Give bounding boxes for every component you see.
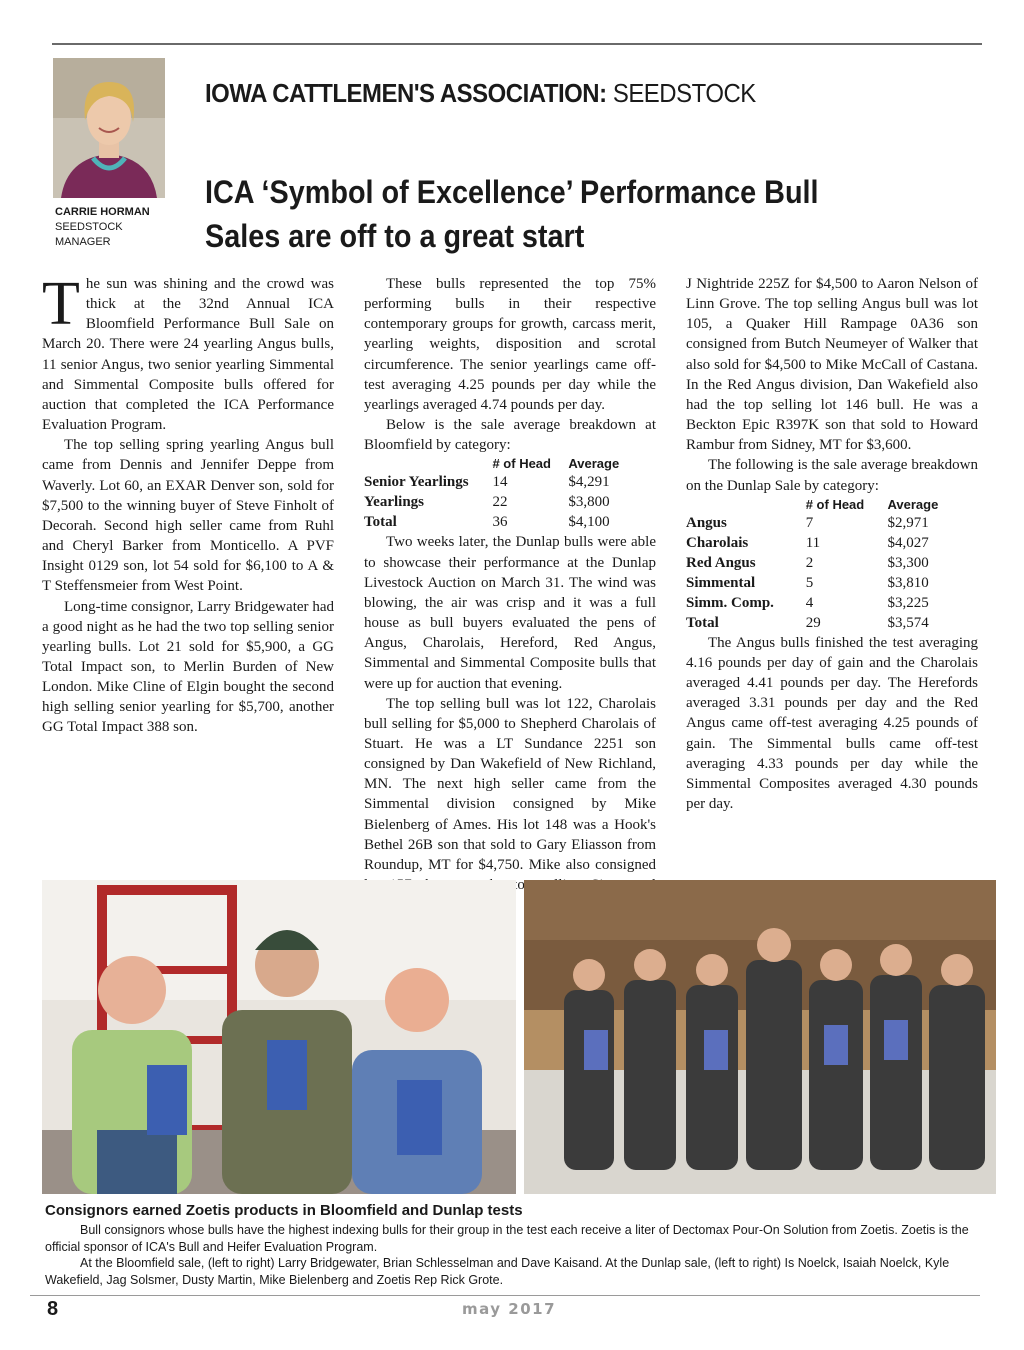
table-cell-category: Simmental <box>686 574 756 591</box>
table-row <box>364 512 656 532</box>
table-cell-count: 5 <box>805 574 814 591</box>
table-header-row <box>364 455 656 472</box>
article-paragraph: Two weeks later, the Dunlap bulls were able to showcase their performance at the Dunlap Livestock Auction on March 31. The wind was blowing, the air was crisp and it was a full house as bull buyers evaluated the pens of Angus, Charolais, Hereford, Red Angus, Simmental and Simmental Composite bulls that were up for auction that evening. <box>364 534 656 692</box>
table-cell-count: 7 <box>805 514 814 531</box>
page-number: 8 <box>47 1298 59 1320</box>
bloomfield-photo <box>42 880 516 1194</box>
table-row <box>364 492 656 512</box>
table-cell-average: $3,810 <box>887 574 929 591</box>
table-header-average: Average <box>568 456 620 472</box>
dunlap-average-table <box>686 496 978 633</box>
article-paragraph: Below is the sale average breakdown at Bloomfield by category: <box>364 417 656 454</box>
table-cell-count: 36 <box>492 514 508 531</box>
table-cell-category: Yearlings <box>364 494 424 511</box>
article-headline <box>205 170 889 258</box>
table-row <box>686 513 978 533</box>
author-title: MANAGER <box>55 236 111 248</box>
article-paragraph: The Angus bulls finished the test averaging 4.16 pounds per day of gain and the Charolais averaged 4.41 pounds per day. The Herefords averaged 3.31 pounds per day and the Red Angus came off-test averaging 4.25 pounds of gain. The Simmental bulls came off-test averaging 4.33 pounds per day while the Simmental Composites averaged 4.30 pounds per day. <box>686 634 978 812</box>
table-cell-average: $4,291 <box>568 474 610 491</box>
article-paragraph: These bulls represented the top 75% performing bulls in their respective contemporary groups for growth, carcass merit, yearling weights, disposition and scrotal circumference. The senior yearlings came off-test averaging 4.25 pounds per day while the yearlings averaged 4.74 pounds per day. <box>364 276 656 413</box>
article-paragraph: The following is the sale average breakdown on the Dunlap Sale by category: <box>686 457 978 494</box>
article-column-3 <box>686 274 978 814</box>
caption-paragraph: Bull consignors whose bulls have the highest indexing bulls for their group in the test each receive a liter of Dectomax Pour-On Solution from Zoetis. Zoetis is the official sponsor of ICA's Bull and Heifer Evaluation Program. <box>45 1223 969 1254</box>
table-row <box>686 533 978 553</box>
table-cell-average: $2,971 <box>887 514 929 531</box>
article-paragraph: The top selling spring yearling Angus bull came from Dennis and Jennifer Deppe from Waverly. Lot 60, an EXAR Denver son, sold for $7,500 to the winning buyer of Steve Finholt of Decorah. Second high seller came from Ruhl and Cheryl Barker from Monticello. A PVF Insight 0129 son, lot 54 sold for $6,100 to A & T Steffensmeier from West Point. <box>42 437 334 595</box>
headline-line: Sales are off to a great start <box>205 218 585 254</box>
table-cell-count: 22 <box>492 494 508 511</box>
table-cell-average: $3,800 <box>568 494 610 511</box>
table-row <box>686 553 978 573</box>
photo-caption-body <box>45 1222 995 1288</box>
table-cell-average: $3,300 <box>887 554 929 571</box>
table-header-average: Average <box>887 496 939 512</box>
photo-caption-title: Consignors earned Zoetis products in Bloomfield and Dunlap tests <box>45 1202 523 1219</box>
table-header-count: # of Head <box>805 496 865 512</box>
author-photo <box>53 58 165 198</box>
table-row <box>686 573 978 593</box>
article-column-2 <box>364 274 656 915</box>
table-cell-count: 29 <box>805 614 821 631</box>
author-byline <box>55 205 195 250</box>
headline-line: ICA ‘Symbol of Excellence’ Performance Bull <box>205 174 819 210</box>
table-cell-category: Angus <box>686 514 727 531</box>
table-cell-count: 11 <box>805 534 821 551</box>
table-cell-category: Red Angus <box>686 554 756 571</box>
table-cell-category: Total <box>364 514 397 531</box>
table-row <box>364 472 656 492</box>
issue-date: may 2017 <box>462 1300 557 1318</box>
author-name: CARRIE HORMAN <box>55 206 150 218</box>
table-header-count: # of Head <box>492 456 551 472</box>
table-header-row <box>686 496 978 513</box>
drop-cap: T <box>42 270 80 338</box>
dunlap-photo <box>524 880 996 1194</box>
article-paragraph: The sun was shining and the crowd was thick at the 32nd Annual ICA Bloomfield Performance Bull Sale on March 20. There were 24 yearling Angus bulls, 11 senior Angus, two senior yearling Simmental and Simmental Composite bulls offered for auction that completed the ICA Performance Evaluation Program. <box>42 270 334 434</box>
table-cell-average: $4,027 <box>887 534 929 551</box>
table-cell-count: 2 <box>805 554 814 571</box>
caption-paragraph: At the Bloomfield sale, (left to right) Larry Bridgewater, Brian Schlesselman and Dave Kaisand. At the Dunlap sale, (left to right) Is Noelck, Isaiah Noelck, Kyle Wakefield, Jag Solsmer, Dusty Martin, Mike Bielenberg and Zoetis Rep Rick Grote. <box>45 1256 950 1287</box>
table-cell-category: Senior Yearlings <box>364 474 469 491</box>
section-kicker <box>205 78 756 109</box>
author-title: SEEDSTOCK <box>55 221 123 233</box>
section-kicker-bold: IOWA CATTLEMEN'S ASSOCIATION: <box>205 78 607 108</box>
article-paragraph: The top selling bull was lot 122, Charolais bull selling for $5,000 to Shepherd Charolais of Stuart. He was a LT Sundance 2251 son consigned by Dan Wakefield of New Richland, MN. The next high seller came from the Simmental division consigned by Mike Bielenberg of Ames. His lot 148 was a Hook's Bethel 26B son that sold to Gary Eliasson from Roundup, MT for $4,750. Mike also consigned top <box>364 695 656 894</box>
table-row <box>686 613 978 633</box>
table-cell-average: $4,100 <box>568 514 610 531</box>
table-cell-category: Simm. Comp. <box>686 594 774 611</box>
article-column-1 <box>42 270 334 738</box>
table-cell-count: 4 <box>805 594 814 611</box>
section-kicker-light: SEEDSTOCK <box>606 78 756 108</box>
table-row <box>686 593 978 613</box>
table-cell-average: $3,574 <box>887 614 929 631</box>
table-cell-category: Total <box>686 614 719 631</box>
footer-rule <box>30 1295 980 1296</box>
bloomfield-average-table <box>364 455 656 532</box>
article-paragraph: J Nightride 225Z for $4,500 to Aaron Nelson of Linn Grove. The top selling Angus bull was lot 105, a Quaker Hill Rampage 0A36 son consigned from Butch Neumeyer of Walker that also sold for $4,500 to Mike McCall of Castana. In the Red Angus division, Dan Wakefield also had the top selling lot 146 bull. He was a Beckton Epic R397K son that sold to Howard Rambur from Sidney, MT for $3,600. <box>686 276 978 454</box>
table-cell-category: Charolais <box>686 534 749 551</box>
table-cell-count: 14 <box>492 474 508 491</box>
top-rule <box>52 43 982 45</box>
article-paragraph: Long-time consignor, Larry Bridgewater had a good night as he had the two top selling senior yearling bulls. Lot 21 sold for $5,900, a GG Total Impact son, to Merlin Burden of New London. Mike Cline of Elgin bought the second high selling senior yearling for $5,700, another GG Total Impact 388 son. <box>42 598 334 736</box>
table-cell-average: $3,225 <box>887 594 929 611</box>
